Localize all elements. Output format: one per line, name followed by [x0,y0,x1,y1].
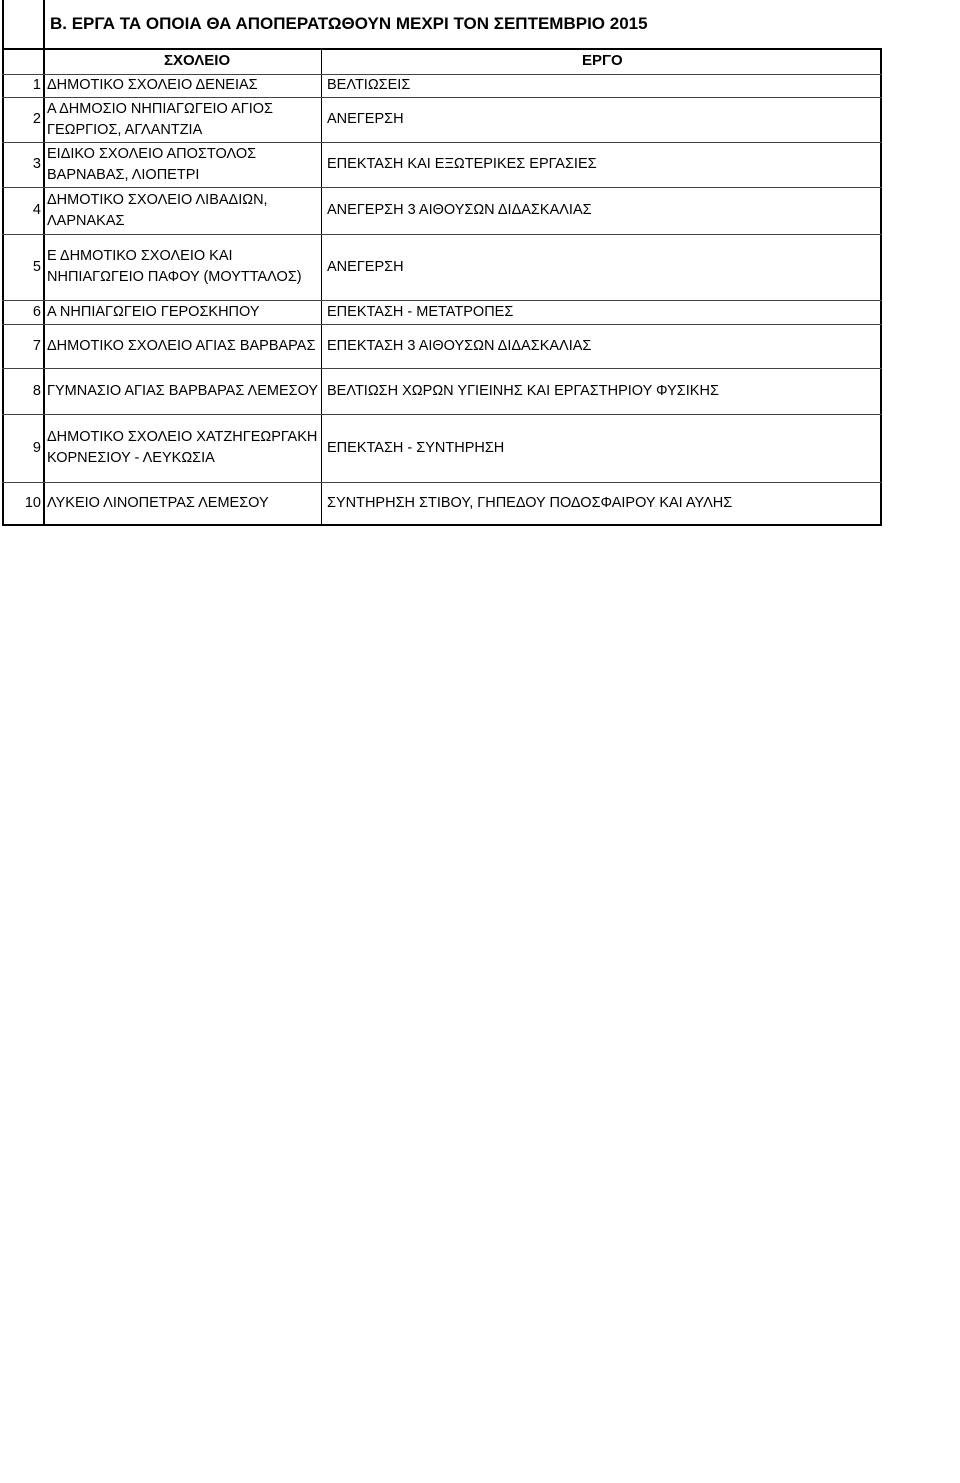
project-description: ΑΝΕΓΕΡΣΗ [327,258,404,275]
school-name-line: ΓΕΩΡΓΙΟΣ, ΑΓΛΑΝΤΖΙΑ [47,121,203,138]
school-name-line: Α ΔΗΜΟΣΙΟ ΝΗΠΙΑΓΩΓΕΙΟ ΑΓΙΟΣ [47,100,273,117]
school-column-header: ΣΧΟΛΕΙΟ [164,52,231,69]
school-name-line: ΓΥΜΝΑΣΙΟ ΑΓΙΑΣ ΒΑΡΒΑΡΑΣ ΛΕΜΕΣΟΥ [47,382,319,399]
school-name [47,74,319,97]
school-name-line: ΔΗΜΟΤΙΚΟ ΣΧΟΛΕΙΟ ΧΑΤΖΗΓΕΩΡΓΑΚΗ [47,429,318,445]
school-name [47,97,319,142]
row-number: 3 [32,156,41,172]
row-number: 2 [32,111,41,127]
school-name-line: ΔΗΜΟΤΙΚΟ ΣΧΟΛΕΙΟ ΔΕΝΕΙΑΣ [47,77,258,93]
section-title: Β. ΕΡΓΑ ΤΑ ΟΠΟΙΑ ΘΑ ΑΠΟΠΕΡΑΤΩΘΟΥΝ ΜΕΧΡΙ ΤΟΝ ΣΕΠΤΕΜΒΡΙΟ 2015 [50,14,648,33]
row-number: 7 [32,337,41,354]
school-name-line: Ε ΔΗΜΟΤΙΚΟ ΣΧΟΛΕΙΟ ΚΑΙ [47,248,233,264]
school-column-divider [321,48,322,526]
project-description: ΕΠΕΚΤΑΣΗ 3 ΑΙΘΟΥΣΩΝ ΔΙΔΑΣΚΑΛΙΑΣ [327,337,592,354]
school-name [47,414,319,482]
header-top-border [2,48,882,50]
school-name-line: ΚΟΡΝΕΣΙΟΥ - ΛΕΥΚΩΣΙΑ [47,450,215,466]
school-name [47,368,319,414]
row-number: 8 [32,382,41,399]
school-name-line: ΔΗΜΟΤΙΚΟ ΣΧΟΛΕΙΟ ΑΓΙΑΣ ΒΑΡΒΑΡΑΣ [47,337,316,354]
right-border [880,48,882,526]
project-description: ΕΠΕΚΤΑΣΗ - ΜΕΤΑΤΡΟΠΕΣ [327,303,514,320]
project-description: ΒΕΛΤΙΩΣΗ ΧΩΡΩΝ ΥΓΙΕΙΝΗΣ ΚΑΙ ΕΡΓΑΣΤΗΡΙΟΥ ΦΥΣΙΚΗΣ [327,382,719,399]
school-name-line: Α ΝΗΠΙΑΓΩΓΕΙΟ ΓΕΡΟΣΚΗΠΟΥ [47,303,260,320]
row-number: 5 [32,258,41,275]
project-description: ΒΕΛΤΙΩΣΕΙΣ [327,77,411,93]
row-number: 6 [32,303,41,320]
project-description: ΕΠΕΚΤΑΣΗ - ΣΥΝΤΗΡΗΣΗ [327,439,505,456]
school-name-line: ΒΑΡΝΑΒΑΣ, ΛΙΟΠΕΤΡΙ [47,166,200,183]
row-number: 4 [32,202,41,218]
school-name [47,187,319,234]
school-name [47,300,319,324]
table-bottom-border [2,524,882,526]
school-name-line: ΔΗΜΟΤΙΚΟ ΣΧΟΛΕΙΟ ΛΙΒΑΔΙΩΝ, [47,191,268,208]
project-description: ΕΠΕΚΤΑΣΗ ΚΑΙ ΕΞΩΤΕΡΙΚΕΣ ΕΡΓΑΣΙΕΣ [327,156,597,172]
school-name-line: ΛΑΡΝΑΚΑΣ [47,212,125,229]
school-name-line: ΛΥΚΕΙΟ ΛΙΝΟΠΕΤΡΑΣ ΛΕΜΕΣΟΥ [47,494,269,511]
school-name-line: ΕΙΔΙΚΟ ΣΧΟΛΕΙΟ ΑΠΟΣΤΟΛΟΣ [47,145,257,162]
school-name [47,142,319,187]
row-number: 1 [32,77,41,93]
number-column-divider [43,0,45,526]
school-name [47,482,319,524]
row-number: 9 [32,439,41,456]
school-name [47,234,319,300]
project-column-header: ΕΡΓΟ [582,52,623,69]
school-name-line: ΝΗΠΙΑΓΩΓΕΙΟ ΠΑΦΟΥ (ΜΟΥΤΤΑΛΟΣ) [47,269,302,285]
school-name [47,324,319,368]
project-description: ΣΥΝΤΗΡΗΣΗ ΣΤΙΒΟΥ, ΓΗΠΕΔΟΥ ΠΟΔΟΣΦΑΙΡΟΥ ΚΑΙ ΑΥΛΗΣ [327,494,733,511]
row-number: 10 [24,494,41,511]
project-description: ΑΝΕΓΕΡΣΗ [327,111,404,127]
project-description: ΑΝΕΓΕΡΣΗ 3 ΑΙΘΟΥΣΩΝ ΔΙΔΑΣΚΑΛΙΑΣ [327,202,592,218]
